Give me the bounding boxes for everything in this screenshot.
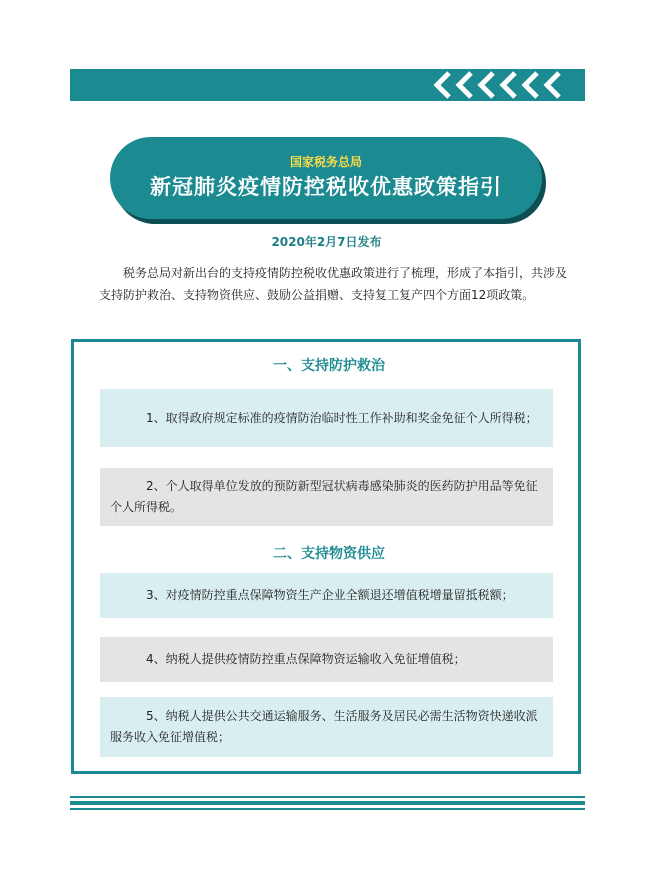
policy-item (100, 389, 553, 447)
page-title: 新冠肺炎疫情防控税收优惠政策指引 (150, 175, 502, 199)
title-banner (110, 137, 542, 219)
policy-item-text: 3、对疫情防控重点保障物资生产企业全额退还增值税增量留抵税额； (146, 588, 514, 602)
policy-item (100, 573, 553, 618)
policy-item (100, 637, 553, 682)
chevrons-left-icon (427, 71, 577, 99)
policy-item (100, 697, 553, 757)
footer-decorative-lines (70, 796, 585, 810)
footer-line (70, 801, 585, 805)
organization-name: 国家税务总局 (289, 155, 362, 169)
section-title-protection: 一、支持防护救治 (273, 358, 385, 374)
intro-paragraph: 税务总局对新出台的支持疫情防控税收优惠政策进行了梳理，形成了本指引，共涉及支持防护救治、支持物资供应、鼓励公益捐赠、支持复工复产四个方面12项政策。 (99, 266, 568, 302)
top-decorative-bar (70, 69, 585, 101)
section-title-supplies: 二、支持物资供应 (273, 546, 385, 562)
policy-item-text: 4、纳税人提供疫情防控重点保障物资运输收入免征增值税； (146, 652, 466, 666)
publish-date: 2020年2月7日发布 (271, 235, 382, 249)
policy-item-text: 2、个人取得单位发放的预防新型冠状病毒感染肺炎的医药防护用品等免征个人所得税。 (110, 479, 538, 514)
policy-item-text: 1、取得政府规定标准的疫情防治临时性工作补助和奖金免征个人所得税； (146, 410, 538, 425)
policy-item (100, 468, 553, 526)
policy-item-text: 5、纳税人提供公共交通运输服务、生活服务及居民必需生活物资快递收派服务收入免征增值税； (110, 709, 538, 744)
footer-line (70, 808, 585, 810)
footer-line (70, 796, 585, 798)
